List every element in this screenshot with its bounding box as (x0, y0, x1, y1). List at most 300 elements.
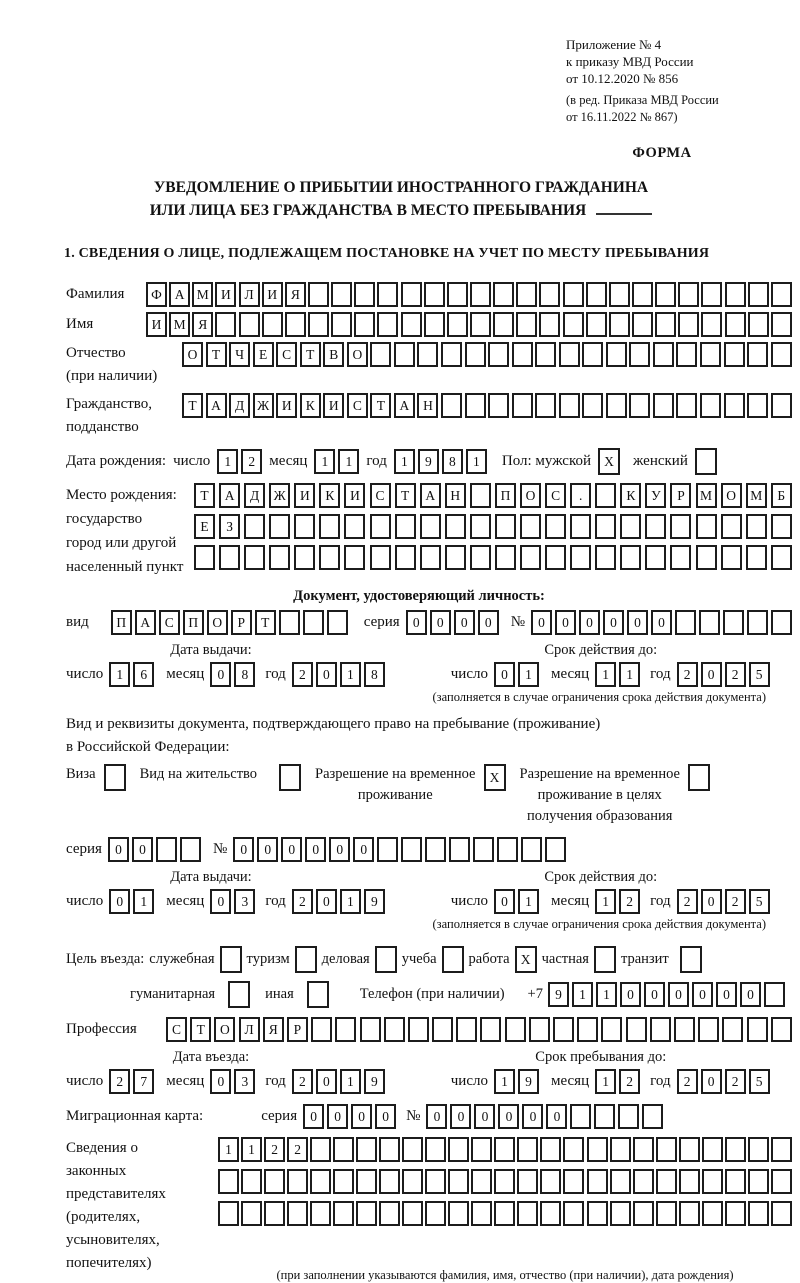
char-box: 5 (749, 889, 770, 914)
char-box (375, 946, 397, 973)
char-box: Л (239, 1017, 260, 1042)
char-box: Т (370, 393, 391, 418)
residence-valid-day-boxes (494, 889, 539, 914)
residence-valid-month-boxes (595, 889, 640, 914)
legal-reps-grid (218, 1137, 792, 1226)
char-box (629, 342, 650, 367)
char-box (725, 282, 746, 307)
char-box (594, 1104, 615, 1129)
identity-valid-day-label: число (450, 666, 488, 683)
phone-label: Телефон (при наличии) (359, 986, 505, 1003)
char-box (632, 312, 653, 337)
char-box (402, 1201, 423, 1226)
char-box (535, 393, 556, 418)
title-underline (596, 199, 652, 215)
char-box: 0 (522, 1104, 543, 1129)
char-box (425, 1201, 446, 1226)
char-box (417, 342, 438, 367)
char-box (517, 1201, 538, 1226)
char-box: М (696, 483, 717, 508)
legal-header-line: Приложение № 4 (566, 37, 662, 52)
char-box (563, 282, 584, 307)
char-box: Л (239, 282, 260, 307)
char-box (470, 312, 491, 337)
char-box: Т (255, 610, 276, 635)
char-box (633, 1169, 654, 1194)
char-box (218, 1169, 239, 1194)
purpose-opt-official-label: служебная (149, 951, 215, 968)
char-box: 7 (133, 1069, 154, 1094)
char-box (540, 1137, 561, 1162)
entry-day-label: число (66, 1073, 104, 1090)
char-box (721, 545, 742, 570)
char-box: 1 (394, 449, 415, 474)
char-box (653, 393, 674, 418)
char-box (540, 1201, 561, 1226)
char-box (696, 545, 717, 570)
char-box: О (207, 610, 228, 635)
identity-valid-month-label: месяц (550, 666, 590, 683)
char-box: 5 (749, 662, 770, 687)
char-box (586, 312, 607, 337)
section1-heading: 1. СВЕДЕНИЯ О ЛИЦЕ, ПОДЛЕЖАЩЕМ ПОСТАНОВКЕ НА УЧЕТ ПО МЕСТУ ПРЕБЫВАНИЯ (64, 246, 710, 262)
char-box (535, 342, 556, 367)
char-box: К (300, 393, 321, 418)
purpose-opt-private-checkbox (594, 946, 616, 973)
char-box: М (192, 282, 213, 307)
birth-place-boxes-row3 (194, 545, 792, 570)
char-box (545, 545, 566, 570)
char-box: М (746, 483, 767, 508)
char-box (653, 342, 674, 367)
char-box (655, 312, 676, 337)
identity-issue-line (66, 662, 451, 687)
identity-valid-month-boxes (595, 662, 640, 687)
char-box: 2 (619, 1069, 640, 1094)
char-box (241, 1169, 262, 1194)
char-box (645, 514, 666, 539)
identity-issue-day-boxes (109, 662, 154, 687)
char-box: 8 (364, 662, 385, 687)
char-box: В (323, 342, 344, 367)
char-box: З (219, 514, 240, 539)
residence-permit-option (140, 764, 301, 791)
char-box (632, 282, 653, 307)
char-box (539, 312, 560, 337)
char-box (570, 545, 591, 570)
legal-header-line: от 16.11.2022 № 867) (566, 109, 678, 124)
char-box (771, 1137, 792, 1162)
residence-number-boxes (233, 837, 566, 862)
birth-place-boxes-row1 (194, 483, 792, 508)
birth-place-boxes-row2 (194, 514, 792, 539)
char-box: А (169, 282, 190, 307)
char-box (295, 946, 317, 973)
char-box (333, 1137, 354, 1162)
citizenship-label-line1: Гражданство, (66, 396, 153, 413)
profession-label: Профессия (66, 1021, 137, 1038)
char-box (771, 1169, 792, 1194)
char-box (495, 514, 516, 539)
doc-series-label: серия (363, 614, 400, 631)
char-box (610, 1169, 631, 1194)
char-box: 5 (749, 1069, 770, 1094)
birth-place-label-line4: населенный пункт (66, 559, 184, 576)
char-box (656, 1201, 677, 1226)
char-box: 2 (677, 1069, 698, 1094)
char-box: 0 (692, 982, 713, 1007)
char-box (771, 545, 792, 570)
char-box: 0 (233, 837, 254, 862)
char-box: 0 (210, 662, 231, 687)
char-box (432, 1017, 453, 1042)
citizenship-boxes (182, 393, 792, 418)
char-box (442, 946, 464, 973)
char-box: Я (285, 282, 306, 307)
birth-month-boxes (314, 449, 359, 474)
sex-male-label: Пол: мужской (501, 453, 592, 470)
char-box: 1 (340, 662, 361, 687)
migration-card-label: Миграционная карта: (66, 1108, 204, 1125)
char-box (354, 282, 375, 307)
char-box: Т (194, 483, 215, 508)
char-box (626, 1017, 647, 1042)
visa-label: Виза (66, 766, 96, 783)
identity-issue-heading: Дата выдачи: (170, 642, 252, 659)
char-box (401, 837, 422, 862)
char-box: 1 (241, 1137, 262, 1162)
char-box: 1 (217, 449, 238, 474)
char-box: 6 (133, 662, 154, 687)
char-box (384, 1017, 405, 1042)
sex-male-checkbox (598, 448, 620, 475)
char-box (379, 1201, 400, 1226)
char-box (618, 1104, 639, 1129)
entry-date-group (66, 1049, 451, 1094)
char-box (308, 312, 329, 337)
char-box: Ф (146, 282, 167, 307)
char-box (494, 1201, 515, 1226)
char-box: Д (229, 393, 250, 418)
char-box (559, 342, 580, 367)
char-box: Т (190, 1017, 211, 1042)
char-box (465, 342, 486, 367)
char-box (269, 545, 290, 570)
char-box: 0 (132, 837, 153, 862)
legal-reps-block (66, 1137, 792, 1283)
char-box (425, 1137, 446, 1162)
char-box (310, 1169, 331, 1194)
char-box (771, 393, 792, 418)
identity-issue-year-label: год (265, 666, 286, 683)
char-box: 2 (264, 1137, 285, 1162)
char-box (587, 1169, 608, 1194)
identity-issue-year-boxes (292, 662, 385, 687)
char-box: 0 (281, 837, 302, 862)
char-box: И (146, 312, 167, 337)
char-box (420, 514, 441, 539)
char-box (401, 312, 422, 337)
identity-issue-month-label: месяц (166, 666, 205, 683)
char-box: 2 (109, 1069, 130, 1094)
char-box (445, 514, 466, 539)
char-box: 0 (555, 610, 576, 635)
char-box: И (344, 483, 365, 508)
purpose-opt-work-checkbox (515, 946, 537, 973)
residence-doc-note: (заполняется в случае ограничения срока действия документа) (432, 917, 766, 932)
char-box (395, 545, 416, 570)
char-box (344, 514, 365, 539)
char-box: 1 (338, 449, 359, 474)
entry-dates (66, 1049, 792, 1094)
char-box (675, 610, 696, 635)
char-box: А (394, 393, 415, 418)
char-box (748, 1169, 769, 1194)
char-box (425, 1169, 446, 1194)
char-box (401, 282, 422, 307)
identity-valid-year-label: год (650, 666, 671, 683)
identity-valid-heading: Срок действия до: (544, 642, 658, 659)
char-box (700, 393, 721, 418)
char-box (570, 514, 591, 539)
char-box: 0 (450, 1104, 471, 1129)
char-box: 0 (316, 889, 337, 914)
stay-year-boxes (677, 1069, 770, 1094)
char-box (724, 393, 745, 418)
entry-date-heading: Дата въезда: (172, 1049, 250, 1066)
char-box (582, 393, 603, 418)
char-box: Т (182, 393, 203, 418)
char-box (725, 1201, 746, 1226)
char-box (279, 764, 301, 791)
identity-doc-dates (66, 642, 792, 687)
doc-series-boxes (406, 610, 499, 635)
identity-issue-day-label: число (66, 666, 104, 683)
char-box: Б (771, 483, 792, 508)
char-box: 0 (426, 1104, 447, 1129)
migration-series-boxes (303, 1104, 396, 1129)
char-box: 9 (364, 1069, 385, 1094)
temp-residence-label (315, 764, 475, 806)
char-box (448, 1201, 469, 1226)
visa-checkbox (104, 764, 126, 791)
char-box: О (214, 1017, 235, 1042)
char-box: 9 (364, 889, 385, 914)
char-box: 2 (677, 889, 698, 914)
char-box (441, 393, 462, 418)
given-name-row (66, 312, 792, 337)
residence-doc-intro (66, 713, 792, 758)
identity-valid-year-boxes (677, 662, 770, 687)
char-box (354, 312, 375, 337)
visa-option (66, 764, 126, 791)
char-box: 0 (329, 837, 350, 862)
char-box: 8 (234, 662, 255, 687)
char-box: П (495, 483, 516, 508)
stay-year-label: год (650, 1073, 671, 1090)
char-box (748, 1201, 769, 1226)
char-box (606, 342, 627, 367)
char-box: 0 (210, 889, 231, 914)
char-box: С (545, 483, 566, 508)
char-box (287, 1201, 308, 1226)
legal-header-line: от 10.12.2020 № 856 (566, 71, 679, 87)
char-box (563, 1169, 584, 1194)
stay-until-heading: Срок пребывания до: (535, 1049, 667, 1066)
char-box (473, 837, 494, 862)
char-box: 2 (725, 889, 746, 914)
legal-header-line: (в ред. Приказа МВД России (566, 93, 719, 108)
identity-doc-note: (заполняется в случае ограничения срока действия документа) (432, 690, 766, 705)
birth-day-boxes (217, 449, 262, 474)
char-box (356, 1137, 377, 1162)
char-box (279, 610, 300, 635)
temp-residence-checkbox (484, 764, 506, 791)
birth-date-label: Дата рождения: (66, 453, 167, 470)
stay-day-label: число (450, 1073, 488, 1090)
char-box: У (645, 483, 666, 508)
char-box (424, 312, 445, 337)
migration-card-row (66, 1104, 792, 1129)
char-box: 3 (234, 889, 255, 914)
stay-until-group (451, 1049, 792, 1094)
char-box (394, 342, 415, 367)
char-box (220, 946, 242, 973)
char-box (563, 1137, 584, 1162)
char-box: 8 (442, 449, 463, 474)
char-box: Е (253, 342, 274, 367)
char-box: 0 (620, 982, 641, 1007)
char-box (311, 1017, 332, 1042)
char-box: X (484, 764, 506, 791)
purpose-opt-business-checkbox (375, 946, 397, 973)
char-box (244, 514, 265, 539)
char-box (379, 1169, 400, 1194)
char-box (601, 1017, 622, 1042)
birth-place-label (66, 483, 194, 579)
citizenship-row (66, 393, 792, 439)
char-box (645, 545, 666, 570)
char-box (674, 1017, 695, 1042)
char-box (470, 483, 491, 508)
char-box (497, 837, 518, 862)
identity-valid-day-boxes (494, 662, 539, 687)
char-box: 0 (627, 610, 648, 635)
char-box (680, 946, 702, 973)
char-box (748, 312, 769, 337)
char-box: Ж (253, 393, 274, 418)
char-box: С (159, 610, 180, 635)
char-box (465, 393, 486, 418)
purpose-opt-study-checkbox (442, 946, 464, 973)
form-title-line1: УВЕДОМЛЕНИЕ О ПРИБЫТИИ ИНОСТРАННОГО ГРАЖДАНИНА (153, 179, 649, 197)
purpose-opt-work-label: работа (468, 951, 510, 968)
char-box (194, 545, 215, 570)
phone-boxes (548, 982, 785, 1007)
char-box: 0 (579, 610, 600, 635)
char-box: 0 (375, 1104, 396, 1129)
char-box (688, 764, 710, 791)
char-box: С (276, 342, 297, 367)
char-box (448, 1169, 469, 1194)
char-box (771, 610, 792, 635)
char-box: Т (206, 342, 227, 367)
char-box: 0 (494, 662, 515, 687)
char-box (633, 1137, 654, 1162)
char-box: 9 (518, 1069, 539, 1094)
char-box (650, 1017, 671, 1042)
char-box: 0 (454, 610, 475, 635)
char-box (512, 342, 533, 367)
residence-permit-label: Вид на жительство (139, 766, 258, 783)
char-box (702, 1137, 723, 1162)
char-box (559, 393, 580, 418)
char-box (701, 312, 722, 337)
char-box (494, 1169, 515, 1194)
char-box (156, 837, 177, 862)
char-box: Я (263, 1017, 284, 1042)
char-box: 2 (725, 662, 746, 687)
char-box (771, 1201, 792, 1226)
entry-month-boxes (210, 1069, 255, 1094)
residence-doc-dates (66, 869, 792, 914)
char-box (698, 1017, 719, 1042)
char-box: 3 (234, 1069, 255, 1094)
temp-residence-label-line1: Разрешение на временное (315, 766, 476, 783)
char-box (610, 1201, 631, 1226)
char-box (310, 1137, 331, 1162)
char-box (582, 342, 603, 367)
legal-header (566, 36, 766, 125)
doc-number-boxes (531, 610, 792, 635)
residence-doc-intro-line1: Вид и реквизиты документа, подтверждающего право на пребывание (проживание) (66, 716, 601, 733)
char-box (679, 1201, 700, 1226)
char-box: 0 (257, 837, 278, 862)
temp-residence-label-line2: проживание (357, 787, 433, 804)
birth-place-label-line1: Место рождения: (66, 487, 177, 504)
char-box: 2 (677, 662, 698, 687)
legal-reps-note: (при заполнении указываются фамилия, имя, отчество (при наличии), дата рождения) (276, 1268, 734, 1283)
char-box (335, 1017, 356, 1042)
char-box: 0 (303, 1104, 324, 1129)
legal-reps-label-line4: (родителях, (66, 1209, 141, 1226)
char-box (746, 545, 767, 570)
char-box: X (515, 946, 537, 973)
char-box (512, 393, 533, 418)
char-box (610, 1137, 631, 1162)
entry-day-boxes (109, 1069, 154, 1094)
char-box (725, 1137, 746, 1162)
char-box (488, 393, 509, 418)
char-box (725, 1169, 746, 1194)
char-box: Е (194, 514, 215, 539)
char-box: 1 (518, 662, 539, 687)
residence-series-boxes (108, 837, 201, 862)
char-box: 1 (595, 662, 616, 687)
char-box (517, 1137, 538, 1162)
char-box: 0 (327, 1104, 348, 1129)
char-box: 0 (716, 982, 737, 1007)
purpose-label: Цель въезда: (66, 951, 145, 968)
char-box (722, 1017, 743, 1042)
char-box: 0 (494, 889, 515, 914)
char-box: И (276, 393, 297, 418)
char-box: 2 (619, 889, 640, 914)
char-box: Т (395, 483, 416, 508)
char-box: 1 (133, 889, 154, 914)
char-box (655, 282, 676, 307)
legal-reps-label-line5: усыновителях, (66, 1232, 160, 1249)
